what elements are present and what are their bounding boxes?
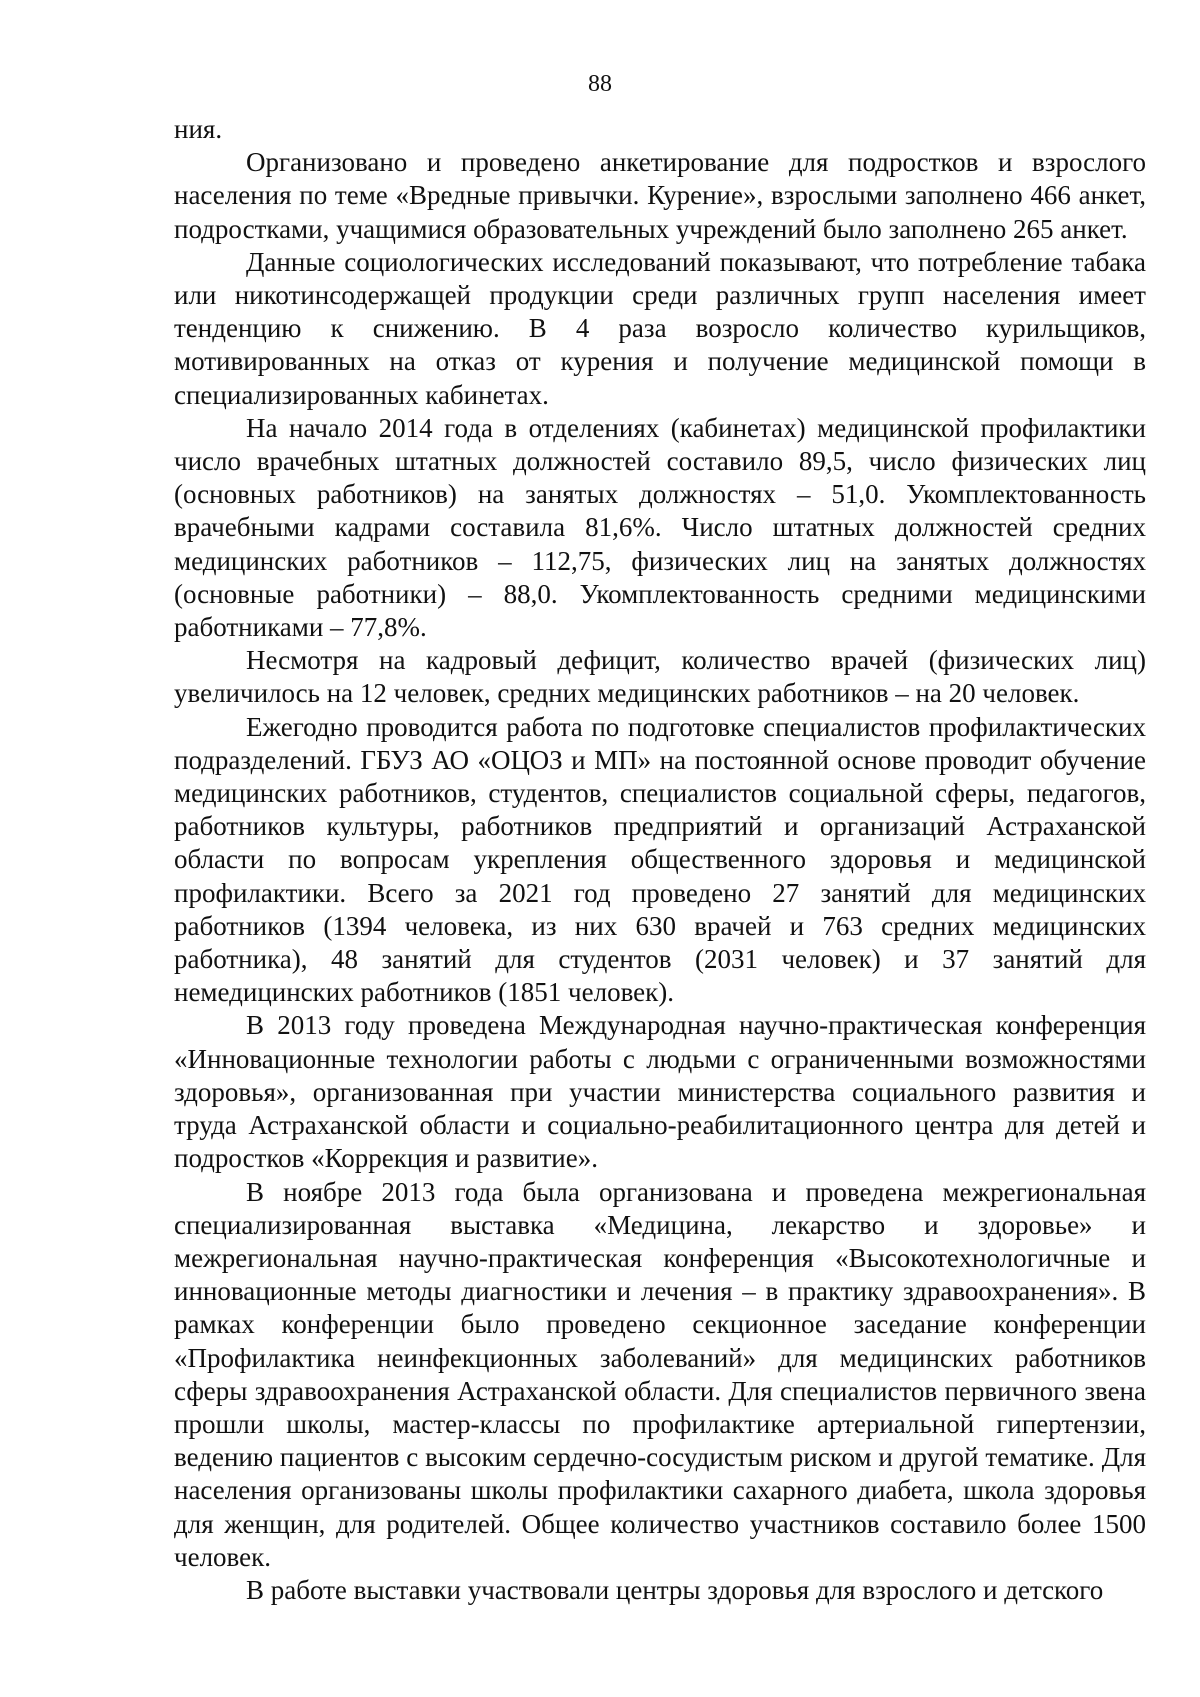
paragraph-staffing-2014: На начало 2014 года в отделениях (кабинетах) медицинской профилактики число врачебных штатных должностей составило 89,5, число физических лиц (основных работников) на занятых должностях – 51,0. Укомплектованность врачебными кадрами составила 81,6%. Число штатных должностей средних медицинских работников – 112,75, физических лиц на занятых должностях (основные работники) – 88,0. Укомплектованность средними медицинскими работниками – 77,8%. [174, 412, 1146, 643]
paragraph-sociological-data: Данные социологических исследований показывают, что потребление табака или никотинсодержащей продукции среди различных групп населения имеет тенденцию к снижению. В 4 раза возросло количество курильщиков, мотивированных на отказ от курения и получение медицинской помощи в специализированных кабинетах. [174, 246, 1146, 410]
paragraph-exhibition-november-2013: В ноябре 2013 года была организована и проведена межрегиональная специализированная выставка «Медицина, лекарство и здоровье» и межрегиональная научно-практическая конференция «Высокотехнологичные и инновационные методы диагностики и лечения – в практику здравоохранения». В рамках конференции было проведено секционное заседание конференции «Профилактика неинфекционных заболеваний» для медицинских работников сферы здравоохранения Астраханской области. Для специалистов первичного звена прошли школы, мастер-классы по профилактике артериальной гипертензии, ведению пациентов с высоким сердечно-сосудистым риском и другой тематике. Для населения организованы школы профилактики сахарного диабета, школа здоровья для женщин, для родителей. Общее количество участников составило более 1500 человек. [174, 1176, 1146, 1572]
paragraph-conference-2013: В 2013 году проведена Международная научно-практическая конференция «Инновационные технологии работы с людьми с ограниченными возможностями здоровья», организованная при участии министерства социального развития и труда Астраханской области и социально-реабилитационного центра для детей и подростков «Коррекция и развитие». [174, 1010, 1146, 1174]
paragraph-survey: Организовано и проведено анкетирование для подростков и взрослого населения по теме «Вредные привычки. Курение», взрослыми заполнено 466 анкет, подростками, учащимися образовательных учреждений было заполнено 265 анкет. [174, 147, 1146, 244]
document-body [174, 113, 1146, 1607]
paragraph-training: Ежегодно проводится работа по подготовке специалистов профилактических подразделений. ГБУЗ АО «ОЦОЗ и МП» на постоянной основе проводит обучение медицинских работников, студентов, специалистов социальной сферы, педагогов, работников культуры, работников предприятий и организаций Астраханской области по вопросам укрепления общественного здоровья и медицинской профилактики. Всего за 2021 год проведено 27 занятий для медицинских работников (1394 человека, из них 630 врачей и 763 средних медицинских работника), 48 занятий для студентов (2031 человек) и 37 занятий для немедицинских работников (1851 человек). [174, 711, 1146, 1008]
paragraph-continuation: ния. [174, 114, 223, 144]
paragraph-exhibition-participants: В работе выставки участвовали центры здоровья для взрослого и детского [246, 1574, 1104, 1605]
paragraph-staff-increase: Несмотря на кадровый дефицит, количество врачей (физических лиц) увеличилось на 12 человек, средних медицинских работников – на 20 человек. [174, 645, 1146, 709]
page-number: 88 [588, 71, 612, 97]
